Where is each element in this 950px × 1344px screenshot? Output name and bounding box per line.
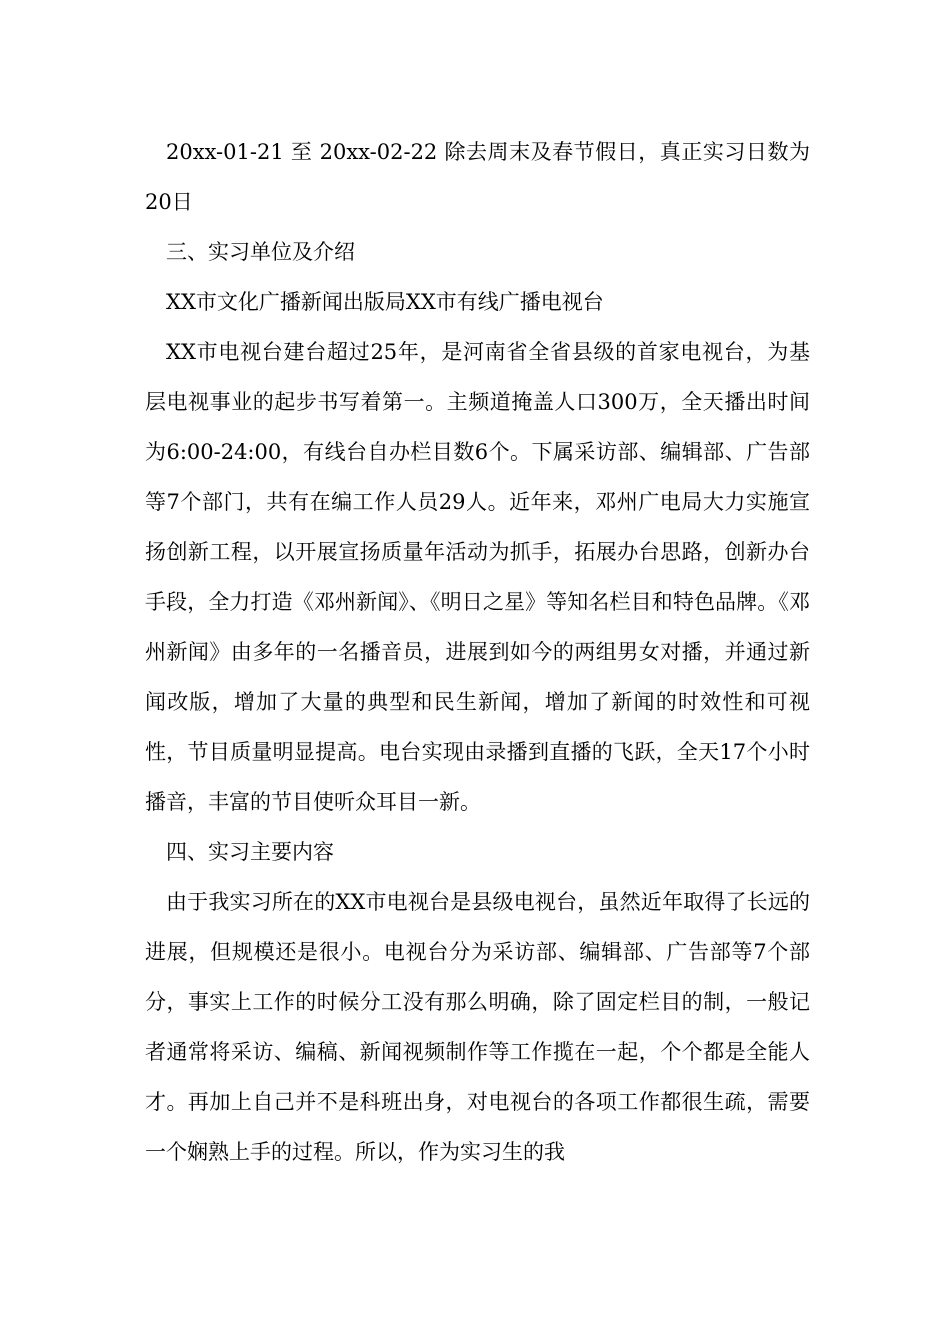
section-heading-main-content: 四、实习主要内容 (166, 840, 334, 864)
section-heading-unit-intro: 三、实习单位及介绍 (166, 240, 355, 264)
paragraph-unit-name: XX市文化广播新闻出版局XX市有线广播电视台 (166, 290, 604, 314)
paragraph-internship-dates: 20xx-01-21 至 20xx-02-22 除去周末及春节假日，真正实习日数为20日 (145, 140, 810, 214)
document-body (145, 127, 810, 1177)
paragraph-unit-description: XX市电视台建台超过25年，是河南省全省县级的首家电视台，为基层电视事业的起步书写着第一。主频道掩盖人口300万，全天播出时间为6:00-24:00，有线台自办栏目数6个。下属采访部、编辑部、广告部等7个部门，共有在编工作人员29人。近年来，邓州广电局大力实施宣扬创新工程，以开展宣扬质量年活动为抓手，拓展办台思路，创新办台手段，全力打造《邓州新闻》、《明日之星》等知名栏目和特色品牌。《邓州新闻》由多年的一名播音员，进展到如今的两组男女对播，并通过新闻改版，增加了大量的典型和民生新闻，增加了新闻的时效性和可视性，节目质量明显提高。电台实现由录播到直播的飞跃，全天17个小时播音，丰富的节目使听众耳目一新。 (145, 340, 810, 814)
paragraph-main-content: 由于我实习所在的XX市电视台是县级电视台，虽然近年取得了长远的进展，但规模还是很小。电视台分为采访部、编辑部、广告部等7个部分，事实上工作的时候分工没有那么明确，除了固定栏目的制，一般记者通常将采访、编稿、新闻视频制作等工作揽在一起，个个都是全能人才。再加上自己并不是科班出身，对电视台的各项工作都很生疏，需要一个娴熟上手的过程。所以，作为实习生的我 (145, 890, 810, 1164)
